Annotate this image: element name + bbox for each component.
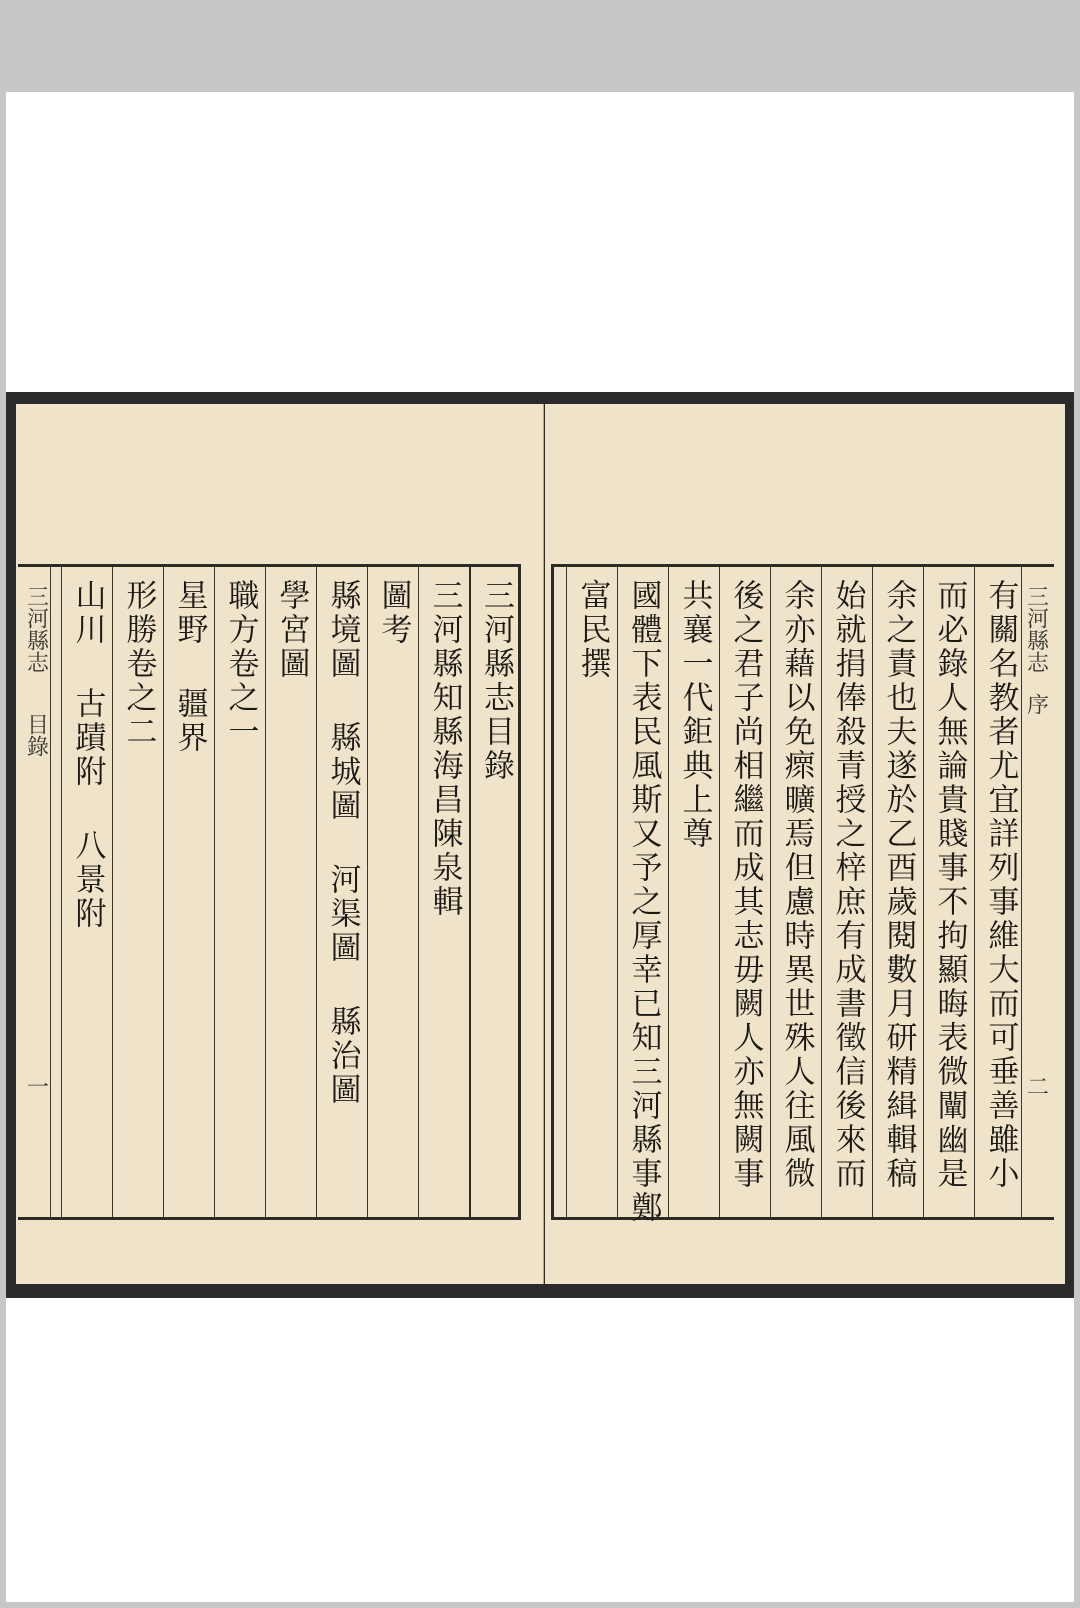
toc-col-6 [112, 567, 163, 1217]
preface-line: 始就捐俸殺青授之梓庶有成書徵信後來而 [829, 579, 866, 1191]
toc-entry: 學宮圖 [273, 579, 310, 681]
right-text-frame [551, 564, 1054, 1225]
right-fore-edge [1021, 567, 1050, 1217]
toc-col-7 [61, 567, 112, 1217]
preface-line: 余亦藉以免瘝曠焉但慮時異世殊人往風微 [778, 579, 815, 1191]
toc-entry: 形勝卷之二 [120, 579, 157, 749]
left-fore-edge [22, 567, 51, 1217]
preface-col-7 [668, 567, 719, 1217]
preface-col-1 [974, 567, 1025, 1217]
book-scan [6, 392, 1074, 1298]
toc-title-column [469, 567, 520, 1217]
toc-entry: 古蹟附 [69, 687, 106, 789]
preface-col-2 [923, 567, 974, 1217]
toc-entry: 縣城圖 [324, 721, 361, 823]
preface-line: 余之責也夫遂於乙酉歲閱數月研精緝輯稿 [880, 579, 917, 1191]
margin-title: 三河縣志 [23, 585, 49, 673]
preface-col-8 [617, 567, 668, 1225]
toc-col-1 [367, 567, 418, 1217]
preface-line: 國體下表民風斯又予之厚幸已知三河縣事鄭 [625, 579, 662, 1225]
preface-col-4 [821, 567, 872, 1217]
toc-entry: 山川 [69, 579, 106, 647]
toc-col-5 [163, 567, 214, 1217]
toc-entry: 河渠圖 [324, 863, 361, 965]
preface-line: 有關名教者尤宜詳列事維大而可垂善雖小 [982, 579, 1019, 1191]
preface-signature: 富民撰 [574, 579, 611, 681]
preface-col-6 [719, 567, 770, 1217]
editor-column [418, 567, 469, 1217]
page-number: 二 [1023, 1075, 1049, 1097]
left-page [16, 404, 544, 1284]
preface-line: 共襄一代鉅典上尊 [676, 579, 713, 851]
toc-entry: 職方卷之一 [222, 579, 259, 749]
toc-entry: 縣境圖 [324, 579, 361, 681]
preface-line: 而必錄人無論貴賤事不拘顯晦表微闡幽是 [931, 579, 968, 1191]
toc-col-2 [316, 567, 367, 1217]
viewer-frame [6, 92, 1074, 1602]
editor-credit: 三河縣知縣海昌陳泉輯 [426, 579, 463, 919]
right-page [545, 404, 1065, 1284]
margin-title: 三河縣志 [1023, 585, 1049, 673]
toc-entry: 縣治圖 [324, 1005, 361, 1107]
toc-entry: 圖考 [375, 579, 412, 647]
toc-col-3 [265, 567, 316, 1217]
left-text-frame [18, 564, 521, 1220]
preface-col-5 [770, 567, 821, 1217]
toc-entry: 星野 [171, 579, 208, 647]
page-number: 一 [23, 1075, 49, 1097]
toc-entry: 八景附 [69, 829, 106, 931]
toc-col-4 [214, 567, 265, 1217]
margin-section: 序 [1023, 693, 1049, 715]
preface-col-9 [566, 567, 617, 1217]
left-page-edge [520, 567, 548, 1217]
preface-col-3 [872, 567, 923, 1217]
toc-entry: 疆界 [171, 687, 208, 755]
margin-section: 目錄 [23, 713, 49, 757]
preface-line: 後之君子尚相繼而成其志毋闕人亦無闕事 [727, 579, 764, 1191]
toc-title: 三河縣志目錄 [478, 579, 514, 783]
